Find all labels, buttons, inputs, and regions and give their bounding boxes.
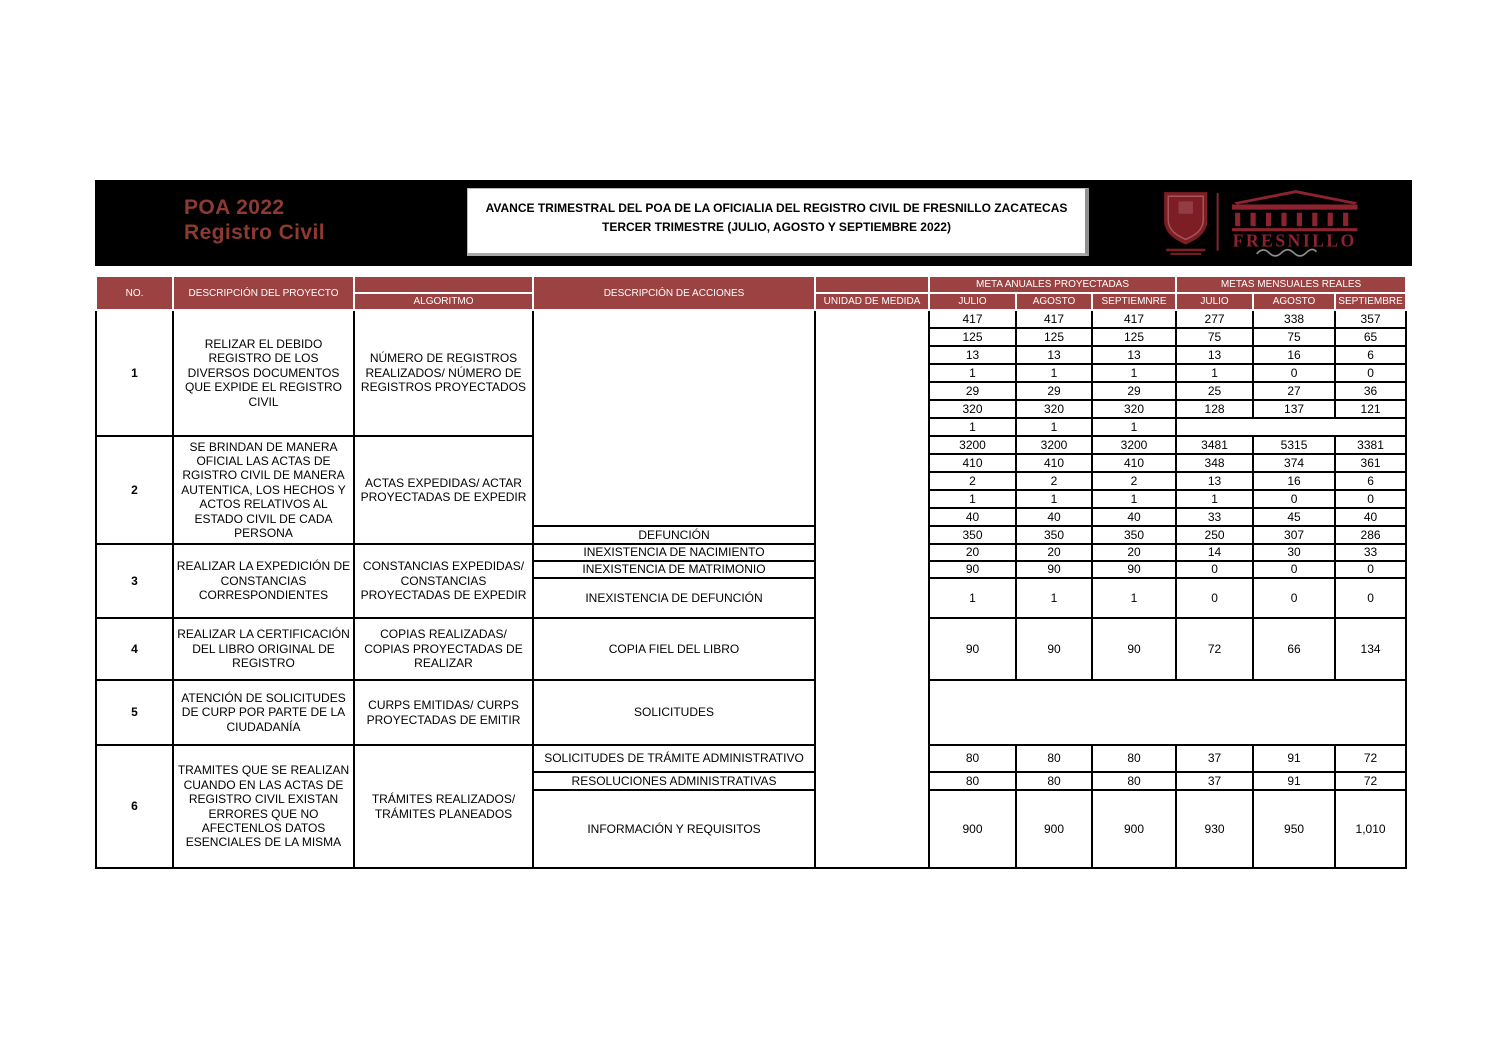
value-cell: 80 [1016, 772, 1092, 790]
value-cell: 930 [1176, 790, 1253, 868]
value-cell: 0 [1176, 578, 1253, 618]
report-title-line1: AVANCE TRIMESTRAL DEL POA DE LA OFICIALIA DEL REGISTRO CIVIL DE FRESNILLO ZACATECAS [485, 201, 1068, 215]
value-cell: 125 [1092, 328, 1176, 346]
value-cell: 350 [929, 526, 1016, 544]
fresnillo-wordmark: FRESNILLO [1232, 230, 1357, 251]
value-cell: 90 [1016, 618, 1092, 680]
value-cell: 410 [1092, 454, 1176, 472]
poa-table [95, 275, 1407, 869]
col-header-no: NO. [96, 276, 173, 310]
value-cell: 75 [1253, 328, 1335, 346]
value-cell: 75 [1176, 328, 1253, 346]
project-description: SE BRINDAN DE MANERA OFICIAL LAS ACTAS DE RGISTRO CIVIL DE MANERA AUTENTICA, LOS HECHOS Y ACTOS RELATIVOS AL ESTADO CIVIL DE CADA PERSONA [173, 436, 354, 544]
project-description: RELIZAR EL DEBIDO REGISTRO DE LOS DIVERSOS DOCUMENTOS QUE EXPIDE EL REGISTRO CIVIL [173, 310, 354, 436]
value-cell: 90 [1092, 561, 1176, 578]
value-cell: 2 [1092, 472, 1176, 490]
col-header-agosto-real: AGOSTO [1253, 293, 1335, 310]
value-cell: 91 [1253, 745, 1335, 772]
value-cell: 40 [1335, 508, 1406, 526]
value-cell: 250 [1176, 526, 1253, 544]
value-cell: 277 [1176, 310, 1253, 328]
value-cell: 13 [1092, 346, 1176, 364]
value-cell: 320 [1016, 400, 1092, 418]
action-label: INFORMACIÓN Y REQUISITOS [533, 790, 815, 868]
value-cell: 286 [1335, 526, 1406, 544]
value-cell: 121 [1335, 400, 1406, 418]
value-cell: 348 [1176, 454, 1253, 472]
value-cell: 0 [1335, 364, 1406, 382]
value-cell: 37 [1176, 772, 1253, 790]
value-cell: 125 [929, 328, 1016, 346]
value-cell: 1 [1176, 364, 1253, 382]
project-description: REALIZAR LA CERTIFICACIÓN DEL LIBRO ORIGINAL DE REGISTRO [173, 618, 354, 680]
value-cell: 374 [1253, 454, 1335, 472]
value-cell: 14 [1176, 544, 1253, 561]
algorithm-cell: COPIAS REALIZADAS/ COPIAS PROYECTADAS DE REALIZAR [354, 618, 533, 680]
value-cell: 1 [1016, 578, 1092, 618]
value-cell: 0 [1335, 490, 1406, 508]
value-cell: 80 [1092, 745, 1176, 772]
value-cell: 0 [1253, 578, 1335, 618]
fresnillo-logo [1147, 187, 1387, 259]
value-cell: 0 [1253, 490, 1335, 508]
value-cell: 72 [1335, 745, 1406, 772]
value-cell: 1 [1176, 490, 1253, 508]
value-cell: 3481 [1176, 436, 1253, 454]
value-cell: 1 [929, 418, 1016, 436]
value-cell: 900 [929, 790, 1016, 868]
value-cell: 5315 [1253, 436, 1335, 454]
value-cell: 20 [1092, 544, 1176, 561]
table-row [96, 618, 1406, 680]
poa-line1: POA 2022 [184, 196, 285, 219]
action-label: DEFUNCIÓN [533, 526, 815, 544]
value-cell: 90 [929, 618, 1016, 680]
col-header-julio-real: JULIO [1176, 293, 1253, 310]
value-cell: 361 [1335, 454, 1406, 472]
col-header-septiembre-proy: SEPTIEMNRE [1092, 293, 1176, 310]
report-title-line2: TERCER TRIMESTRE (JULIO, AGOSTO Y SEPTIEMBRE 2022) [602, 220, 951, 234]
value-cell: 0 [1253, 561, 1335, 578]
value-cell: 90 [929, 561, 1016, 578]
value-cell: 72 [1176, 618, 1253, 680]
table-row [96, 544, 1406, 561]
value-cell: 40 [1092, 508, 1176, 526]
value-cell: 357 [1335, 310, 1406, 328]
action-label: SOLICITUDES DE TRÁMITE ADMINISTRATIVO [533, 745, 815, 772]
building-icon [1232, 190, 1357, 231]
col-header-unidad-spacer [815, 276, 929, 293]
value-cell: 33 [1176, 508, 1253, 526]
poa-title [184, 196, 325, 246]
col-header-julio-proy: JULIO [929, 293, 1016, 310]
value-cell: 91 [1253, 772, 1335, 790]
project-description: ATENCIÓN DE SOLICITUDES DE CURP POR PARTE DE LA CIUDADANÍA [173, 680, 354, 745]
value-cell: 40 [929, 508, 1016, 526]
value-cell: 1 [1092, 364, 1176, 382]
action-label: INEXISTENCIA DE DEFUNCIÓN [533, 578, 815, 618]
value-cell: 3200 [1092, 436, 1176, 454]
value-cell: 1 [1016, 490, 1092, 508]
value-cell: 410 [929, 454, 1016, 472]
action-label: COPIA FIEL DEL LIBRO [533, 618, 815, 680]
value-cell: 307 [1253, 526, 1335, 544]
value-cell: 20 [1016, 544, 1092, 561]
value-cell: 1 [929, 364, 1016, 382]
col-header-septiembre-real: SEPTIEMBRE [1335, 293, 1406, 310]
value-cell: 900 [1016, 790, 1092, 868]
value-cell: 6 [1335, 472, 1406, 490]
redacted-values-cell [1176, 418, 1406, 436]
section-number: 4 [96, 618, 173, 680]
value-cell: 128 [1176, 400, 1253, 418]
value-cell: 13 [929, 346, 1016, 364]
value-cell: 417 [929, 310, 1016, 328]
project-description: REALIZAR LA EXPEDICIÓN DE CONSTANCIAS CORRESPONDIENTES [173, 544, 354, 618]
value-cell: 1 [1092, 578, 1176, 618]
col-header-unidad: UNIDAD DE MEDIDA [815, 293, 929, 310]
value-cell: 320 [929, 400, 1016, 418]
value-cell: 3200 [929, 436, 1016, 454]
value-cell: 72 [1335, 772, 1406, 790]
value-cell: 29 [929, 382, 1016, 400]
value-cell: 45 [1253, 508, 1335, 526]
action-label: SOLICITUDES [533, 680, 815, 745]
value-cell: 6 [1335, 346, 1406, 364]
value-cell: 13 [1176, 346, 1253, 364]
value-cell: 1 [929, 490, 1016, 508]
col-header-algoritmo: ALGORITMO [354, 293, 533, 310]
value-cell: 66 [1253, 618, 1335, 680]
value-cell: 36 [1335, 382, 1406, 400]
value-cell: 1 [1016, 364, 1092, 382]
value-cell: 417 [1016, 310, 1092, 328]
redacted-values-cell [929, 680, 1406, 745]
algorithm-cell: CURPS EMITIDAS/ CURPS PROYECTADAS DE EMITIR [354, 680, 533, 745]
value-cell: 1 [1092, 418, 1176, 436]
value-cell: 25 [1176, 382, 1253, 400]
value-cell: 27 [1253, 382, 1335, 400]
algorithm-cell: CONSTANCIAS EXPEDIDAS/ CONSTANCIAS PROYECTADAS DE EXPEDIR [354, 544, 533, 618]
value-cell: 80 [1016, 745, 1092, 772]
value-cell: 3381 [1335, 436, 1406, 454]
value-cell: 125 [1016, 328, 1092, 346]
value-cell: 33 [1335, 544, 1406, 561]
value-cell: 90 [1092, 618, 1176, 680]
value-cell: 417 [1092, 310, 1176, 328]
col-header-agosto-proy: AGOSTO [1016, 293, 1092, 310]
value-cell: 80 [1092, 772, 1176, 790]
value-cell: 0 [1253, 364, 1335, 382]
action-label: RESOLUCIONES ADMINISTRATIVAS [533, 772, 815, 790]
col-header-acciones: DESCRIPCIÓN DE ACCIONES [533, 276, 815, 310]
value-cell: 134 [1335, 618, 1406, 680]
section-number: 1 [96, 310, 173, 436]
value-cell: 13 [1176, 472, 1253, 490]
value-cell: 350 [1016, 526, 1092, 544]
value-cell: 0 [1176, 561, 1253, 578]
group-header-meta-anuales: META ANUALES PROYECTADAS [929, 276, 1176, 293]
algorithm-cell: ACTAS EXPEDIDAS/ ACTAR PROYECTADAS DE EXPEDIR [354, 436, 533, 544]
value-cell: 320 [1092, 400, 1176, 418]
value-cell: 950 [1253, 790, 1335, 868]
col-header-algoritmo-spacer [354, 276, 533, 293]
value-cell: 40 [1016, 508, 1092, 526]
col-header-proyecto: DESCRIPCIÓN DEL PROYECTO [173, 276, 354, 310]
value-cell: 29 [1016, 382, 1092, 400]
value-cell: 1 [929, 578, 1016, 618]
shield-icon [1164, 192, 1207, 255]
group-header-metas-reales: METAS MENSUALES REALES [1176, 276, 1406, 293]
value-cell: 1 [1016, 418, 1092, 436]
value-cell: 65 [1335, 328, 1406, 346]
value-cell: 410 [1016, 454, 1092, 472]
value-cell: 16 [1253, 346, 1335, 364]
value-cell: 16 [1253, 472, 1335, 490]
value-cell: 80 [929, 772, 1016, 790]
algorithm-cell: NÚMERO DE REGISTROS REALIZADOS/ NÚMERO DE REGISTROS PROYECTADOS [354, 310, 533, 436]
value-cell: 0 [1335, 578, 1406, 618]
value-cell: 338 [1253, 310, 1335, 328]
value-cell: 2 [1016, 472, 1092, 490]
value-cell: 137 [1253, 400, 1335, 418]
value-cell: 0 [1335, 561, 1406, 578]
value-cell: 1 [1092, 490, 1176, 508]
project-description: TRAMITES QUE SE REALIZAN CUANDO EN LAS ACTAS DE REGISTRO CIVIL EXISTAN ERRORES QUE NO AFECTENLOS DATOS ESENCIALES DE LA MISMA [173, 745, 354, 868]
value-cell: 13 [1016, 346, 1092, 364]
value-cell: 2 [929, 472, 1016, 490]
action-label: INEXISTENCIA DE MATRIMONIO [533, 561, 815, 578]
value-cell: 37 [1176, 745, 1253, 772]
value-cell: 900 [1092, 790, 1176, 868]
section-number: 6 [96, 745, 173, 868]
poa-line2: Registro Civil [184, 220, 325, 244]
value-cell: 350 [1092, 526, 1176, 544]
action-label: INEXISTENCIA DE NACIMIENTO [533, 544, 815, 561]
section-number: 5 [96, 680, 173, 745]
value-cell: 90 [1016, 561, 1092, 578]
value-cell: 80 [929, 745, 1016, 772]
redacted-acciones-block [533, 310, 815, 526]
value-cell: 1,010 [1335, 790, 1406, 868]
value-cell: 20 [929, 544, 1016, 561]
header-banner [95, 180, 1412, 266]
value-cell: 30 [1253, 544, 1335, 561]
table-row [96, 310, 1406, 328]
value-cell: 29 [1092, 382, 1176, 400]
table-row [96, 745, 1406, 772]
algorithm-cell: TRÁMITES REALIZADOS/ TRÁMITES PLANEADOS [354, 745, 533, 868]
value-cell: 3200 [1016, 436, 1092, 454]
redacted-unidad-column [815, 310, 929, 868]
section-number: 2 [96, 436, 173, 544]
table-row [96, 680, 1406, 745]
section-number: 3 [96, 544, 173, 618]
report-title-box [467, 188, 1089, 256]
